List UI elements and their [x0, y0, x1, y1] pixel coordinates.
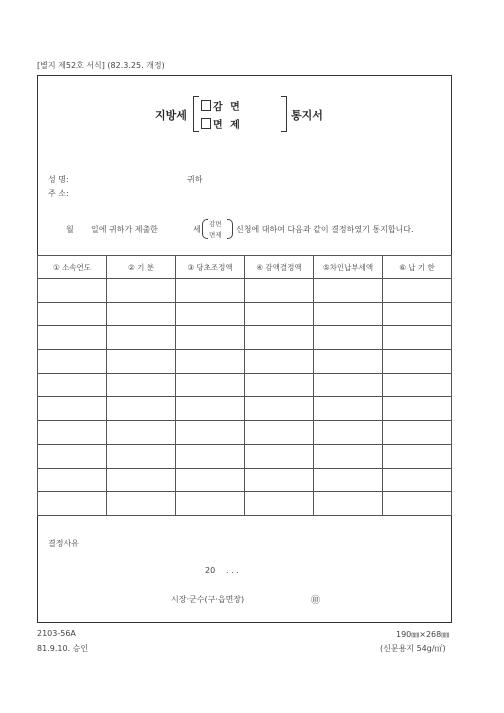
table-cell — [176, 421, 245, 445]
col-header-due: ⑥ 납 기 한 — [383, 256, 452, 279]
table-cell — [38, 444, 107, 468]
table-cell — [107, 302, 176, 326]
table-cell — [245, 373, 314, 397]
table-cell — [383, 492, 452, 516]
paper-spec: (신문용지 54g/㎡) — [380, 644, 446, 653]
table-cell — [176, 397, 245, 421]
table-cell — [107, 350, 176, 374]
checkbox-icon — [201, 118, 211, 129]
form-reference: [별지 제52호 서식] (82.3.25. 개정) — [37, 61, 165, 70]
table-cell — [383, 397, 452, 421]
table-row — [38, 326, 452, 350]
right-bracket — [281, 96, 287, 132]
submission-text: 일에 귀하가 제출한 — [91, 225, 158, 234]
form-number: 2103-56A — [37, 629, 76, 638]
right-paren — [227, 219, 233, 239]
table-cell — [245, 350, 314, 374]
table-row — [38, 492, 452, 516]
table-cell — [245, 326, 314, 350]
table-cell — [314, 302, 383, 326]
month-label: 월 — [66, 225, 74, 234]
table-row — [38, 302, 452, 326]
title-option-reduction: 감 면 — [201, 98, 242, 113]
table-cell — [107, 468, 176, 492]
table-cell — [245, 492, 314, 516]
table-cell — [107, 397, 176, 421]
table-cell — [107, 279, 176, 303]
table-cell — [176, 373, 245, 397]
date-year: 20 — [205, 566, 216, 575]
table-cell — [314, 326, 383, 350]
tax-table — [37, 255, 452, 516]
table-cell — [383, 468, 452, 492]
table-cell — [314, 492, 383, 516]
table-cell — [176, 279, 245, 303]
table-cell — [314, 397, 383, 421]
table-cell — [176, 444, 245, 468]
table-cell — [38, 326, 107, 350]
table-cell — [383, 421, 452, 445]
sub-option-reduction: 감면 — [209, 220, 222, 228]
table-cell — [245, 397, 314, 421]
table-cell — [176, 492, 245, 516]
table-cell — [383, 350, 452, 374]
table-row — [38, 279, 452, 303]
tax-label: 세 — [193, 225, 201, 234]
name-label: 성 명: — [48, 175, 69, 184]
checkbox-icon — [201, 100, 211, 111]
table-cell — [107, 444, 176, 468]
table-row — [38, 468, 452, 492]
honorific-label: 귀하 — [187, 175, 203, 184]
table-cell — [383, 302, 452, 326]
table-cell — [245, 444, 314, 468]
table-cell — [38, 421, 107, 445]
table-cell — [245, 468, 314, 492]
table-cell — [314, 421, 383, 445]
table-row — [38, 444, 452, 468]
notice-body: 신청에 대하여 다음과 같이 결정하였기 통지합니다. — [236, 225, 414, 234]
table-row — [38, 397, 452, 421]
table-row — [38, 350, 452, 374]
table-cell — [314, 279, 383, 303]
table-cell — [176, 326, 245, 350]
table-cell — [245, 279, 314, 303]
table-row — [38, 421, 452, 445]
table-header-row — [38, 256, 452, 279]
table-cell — [38, 468, 107, 492]
table-cell — [314, 444, 383, 468]
table-cell — [314, 373, 383, 397]
table-cell — [38, 279, 107, 303]
table-cell — [38, 350, 107, 374]
table-cell — [383, 373, 452, 397]
sub-option-exemption: 면제 — [209, 231, 222, 239]
table-cell — [245, 421, 314, 445]
title-option-exemption: 면 제 — [201, 116, 242, 131]
table-row — [38, 373, 452, 397]
decision-reason-label: 결정사유 — [48, 539, 79, 548]
table-cell — [38, 373, 107, 397]
left-bracket — [193, 96, 199, 132]
seal-mark: ㊞ — [311, 596, 321, 606]
address-label: 주 소: — [48, 189, 69, 198]
table-cell — [107, 421, 176, 445]
table-cell — [383, 444, 452, 468]
table-cell — [383, 279, 452, 303]
table-cell — [176, 350, 245, 374]
title-suffix: 통지서 — [291, 109, 323, 122]
col-header-period: ② 기 분 — [107, 256, 176, 279]
col-header-year: ① 소속연도 — [38, 256, 107, 279]
left-paren — [202, 219, 208, 239]
table-cell — [38, 492, 107, 516]
title-prefix: 지방세 — [155, 109, 187, 122]
col-header-reduction: ④ 감액결정액 — [245, 256, 314, 279]
table-cell — [314, 468, 383, 492]
col-header-balance: ⑤차인납부세액 — [314, 256, 383, 279]
col-header-original: ③ 당초조정액 — [176, 256, 245, 279]
table-cell — [176, 468, 245, 492]
table-cell — [383, 326, 452, 350]
approval-date: 81.9.10. 승인 — [37, 644, 89, 653]
paper-size: 190㎜×268㎜ — [396, 630, 450, 639]
table-cell — [245, 302, 314, 326]
table-cell — [176, 302, 245, 326]
table-cell — [107, 373, 176, 397]
table-cell — [107, 326, 176, 350]
date-dots: . . . — [226, 566, 239, 575]
table-cell — [38, 397, 107, 421]
table-cell — [107, 492, 176, 516]
table-cell — [38, 302, 107, 326]
table-cell — [314, 350, 383, 374]
official-title: 시장·군수(구·읍면장) — [171, 595, 245, 604]
